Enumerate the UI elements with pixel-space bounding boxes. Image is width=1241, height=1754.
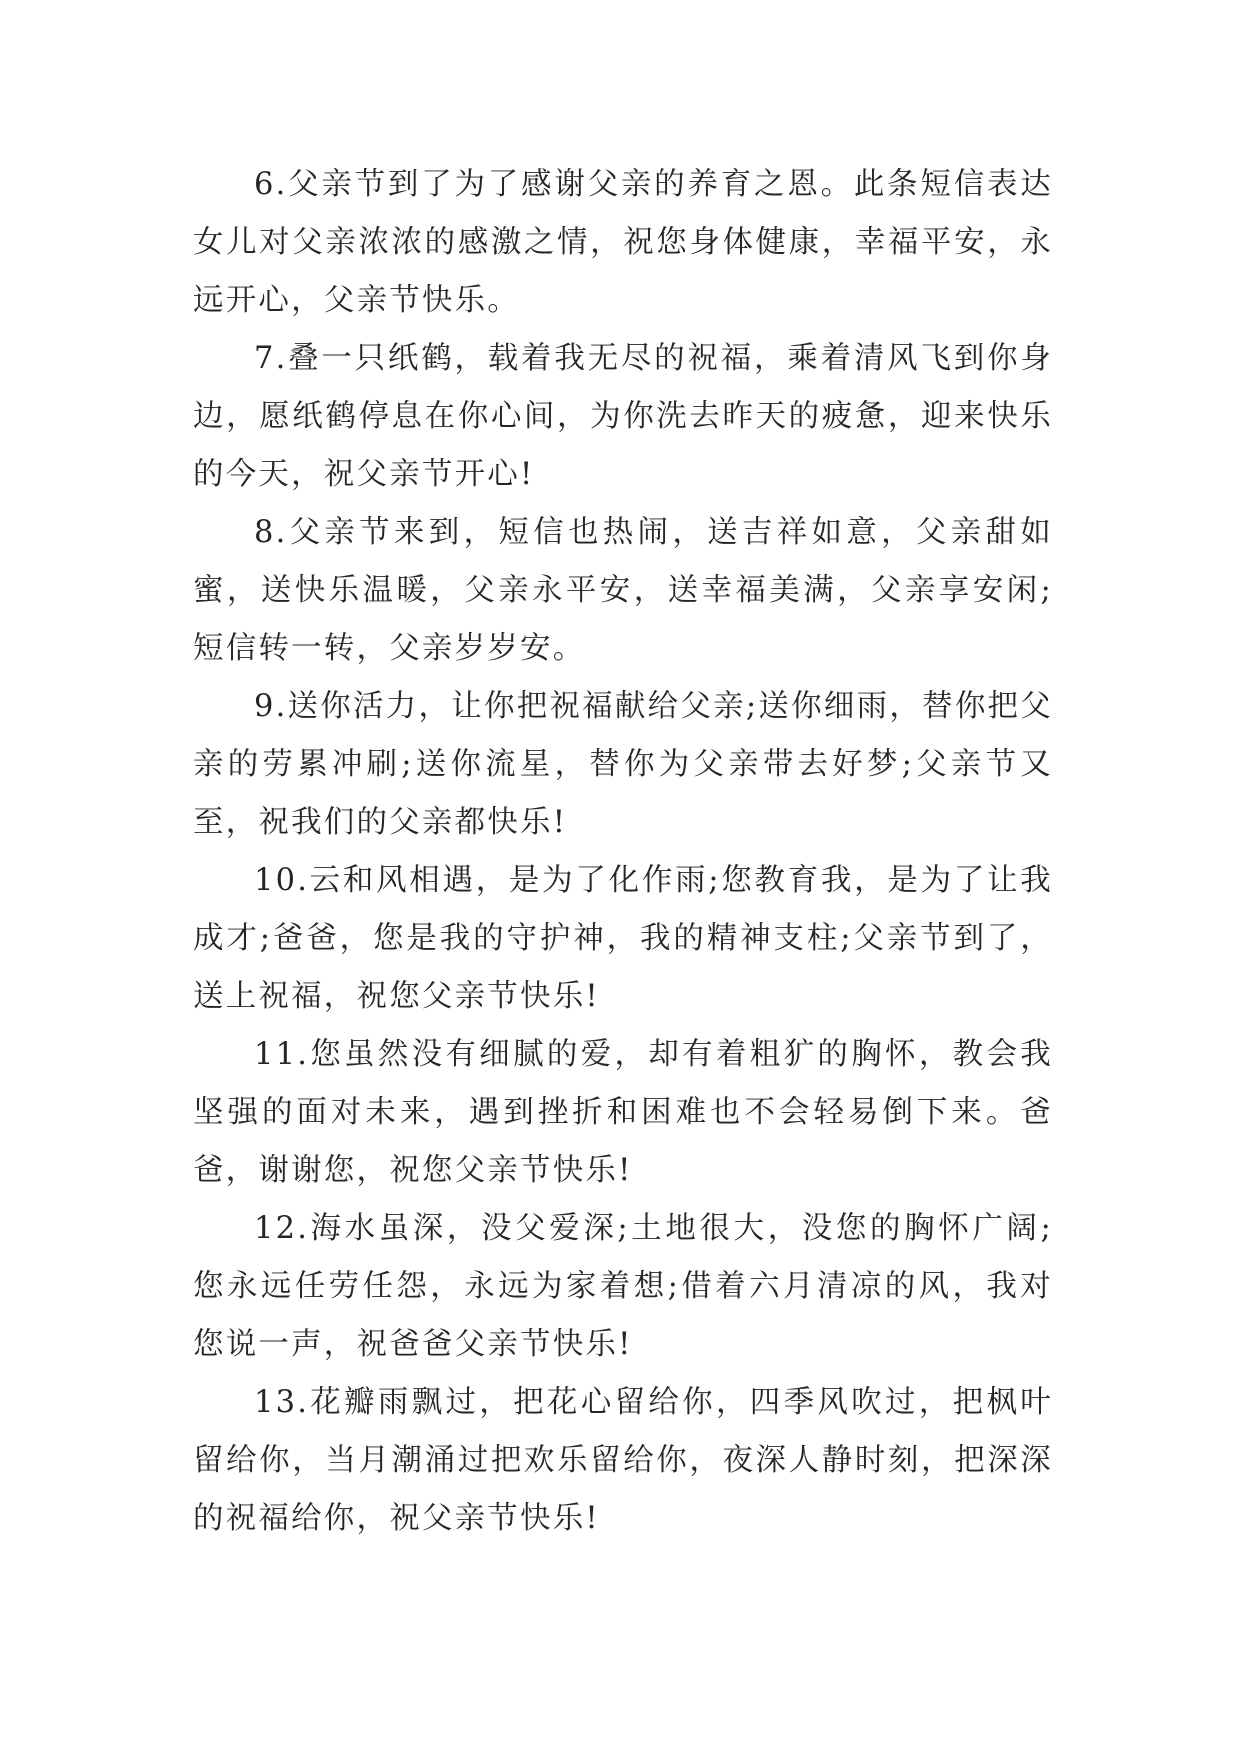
paragraph-6: 6.父亲节到了为了感谢父亲的养育之恩。此条短信表达女儿对父亲浓浓的感激之情，祝您身体健康，幸福平安，永远开心，父亲节快乐。 [193,167,1053,318]
paragraph-11: 11.您虽然没有细腻的爱，却有着粗犷的胸怀，教会我坚强的面对未来，遇到挫折和困难也不会轻易倒下来。爸爸，谢谢您，祝您父亲节快乐! [193,1037,1053,1188]
paragraph-12: 12.海水虽深，没父爱深;土地很大，没您的胸怀广阔;您永远任劳任怨，永远为家着想;借着六月清凉的风，我对您说一声，祝爸爸父亲节快乐! [193,1211,1053,1362]
paragraph-7: 7.叠一只纸鹤，载着我无尽的祝福，乘着清风飞到你身边，愿纸鹤停息在你心间，为你洗去昨天的疲惫，迎来快乐的今天，祝父亲节开心! [193,341,1053,492]
paragraph-9: 9.送你活力，让你把祝福献给父亲;送你细雨，替你把父亲的劳累冲刷;送你流星，替你为父亲带去好梦;父亲节又至，祝我们的父亲都快乐! [193,689,1053,840]
paragraph-13: 13.花瓣雨飘过，把花心留给你，四季风吹过，把枫叶留给你，当月潮涌过把欢乐留给你，夜深人静时刻，把深深的祝福给你，祝父亲节快乐! [193,1385,1053,1536]
paragraph-10: 10.云和风相遇，是为了化作雨;您教育我，是为了让我成才;爸爸，您是我的守护神，我的精神支柱;父亲节到了，送上祝福，祝您父亲节快乐! [193,863,1053,1014]
document-page [193,156,1053,1548]
paragraph-8: 8.父亲节来到，短信也热闹，送吉祥如意，父亲甜如蜜，送快乐温暖，父亲永平安，送幸福美满，父亲享安闲;短信转一转，父亲岁岁安。 [193,515,1053,666]
